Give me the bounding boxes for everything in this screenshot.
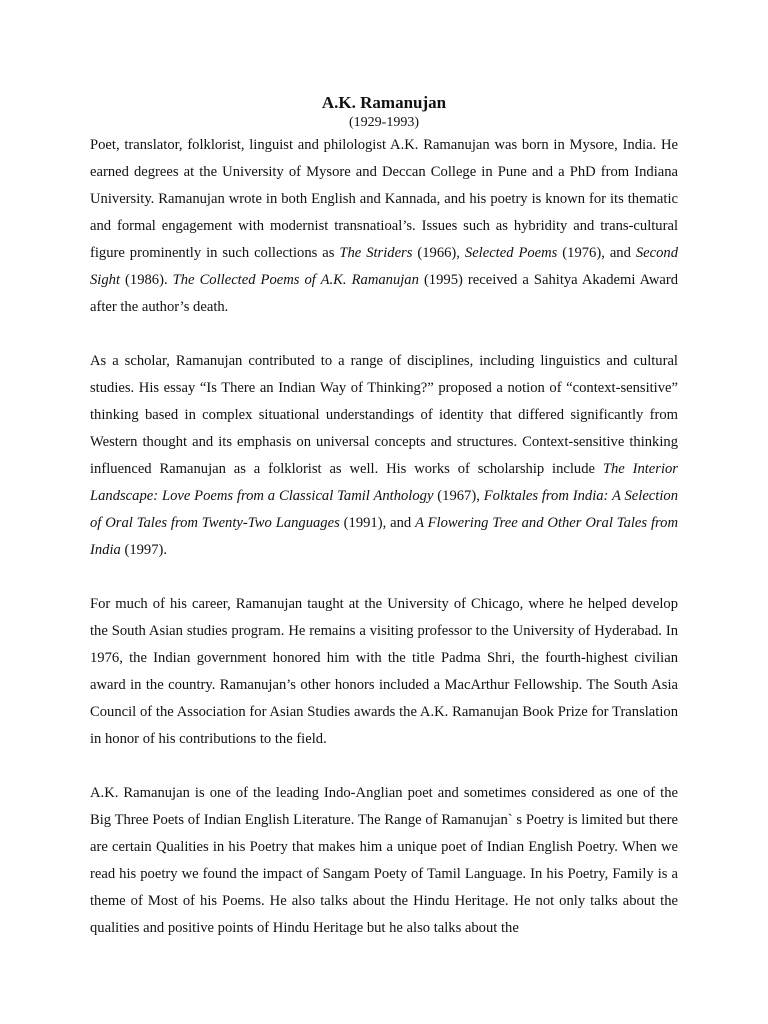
paragraph-biography	[90, 132, 678, 321]
document-page	[90, 92, 678, 969]
paragraph-career: For much of his career, Ramanujan taught at the University of Chicago, where he helped develop the South Asian studies program. He remains a visiting professor to the University of Hyderabad. In 1976, the Indian government honored him with the title Padma Shri, the fourth-highest civilian award in the country. Ramanujan’s other honors included a MacArthur Fellowship. The South Asia Council of the Association for Asian Studies awards the A.K. Ramanujan Book Prize for Translation in honor of his contributions to the field.	[90, 596, 678, 747]
work-title: Selected Poems	[464, 245, 558, 261]
text-span: (1986).	[120, 272, 173, 288]
text-span: Poet, translator, folklorist, linguist and philologist A.K. Ramanujan was born in Mysore, India. He earned degrees at the University of Mysore and Deccan College in Pune and a PhD from Indiana University. Ramanujan wrote in both English and Kannada, and his poetry is known for its thematic and formal engagement with modernist transnatioal’s. Issues such as hybridity and trans-cultural figure prominently in such collections as	[90, 137, 678, 261]
paragraph-scholarship	[90, 348, 678, 564]
work-title: The Collected Poems of A.K. Ramanujan	[172, 272, 419, 288]
work-title: The Striders	[339, 245, 413, 261]
work-title: A Flowering Tree and Other Oral Tales from India	[90, 515, 679, 558]
work-title: The Interior Landscape: Love Poems from a Classical Tamil Anthology	[90, 461, 678, 504]
text-span: (1966),	[412, 245, 465, 261]
text-span: (1991), and	[339, 515, 416, 531]
text-span: (1995) received a Sahitya Akademi Award after the author’s death.	[90, 272, 678, 315]
life-dates: (1929-1993)	[349, 115, 419, 130]
text-span: As a scholar, Ramanujan contributed to a range of disciplines, including linguistics and cultural studies. His essay “Is There an Indian Way of Thinking?” proposed a notion of “context-sensitive” thinking based in complex situational understandings of identity that differed significantly from Western thought and its emphasis on universal concepts and structures. Context-sensitive thinking influenced Ramanujan as a folklorist as well. His works of scholarship include	[90, 353, 678, 477]
text-span: (1967),	[433, 488, 484, 504]
text-span: (1976), and	[557, 245, 636, 261]
paragraph-poetry: A.K. Ramanujan is one of the leading Indo-Anglian poet and sometimes considered as one of the Big Three Poets of Indian English Literature. The Range of Ramanujan` s Poetry is limited but there are certain Qualities in his Poetry that makes him a unique poet of Indian English Poetry. When we read his poetry we found the impact of Sangam Poety of Tamil Language. In his Poetry, Family is a theme of Most of his Poems. He also talks about the Hindu Heritage. He not only talks about the qualities and positive points of Hindu Heritage but he also talks about the	[90, 785, 678, 936]
page-title: A.K. Ramanujan	[321, 93, 447, 112]
work-title: Folktales from India: A Selection of Oral Tales from Twenty-Two Languages	[90, 488, 678, 531]
work-title: Second Sight	[90, 245, 678, 288]
text-span: (1997).	[120, 542, 168, 558]
